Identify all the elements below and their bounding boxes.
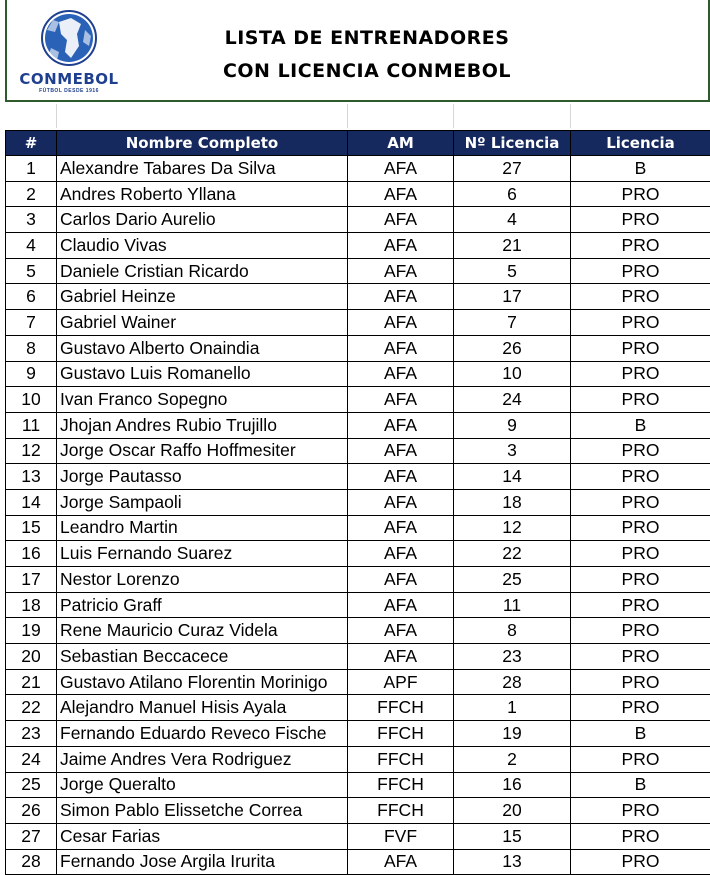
license-type: B <box>571 156 710 182</box>
member-association: AFA <box>348 849 454 875</box>
coach-name: Alejandro Manuel Hisis Ayala <box>57 695 348 721</box>
license-type: B <box>571 772 710 798</box>
license-number: 6 <box>454 181 571 207</box>
license-type: PRO <box>571 823 710 849</box>
license-type: PRO <box>571 746 710 772</box>
table-row <box>6 695 710 721</box>
license-number: 24 <box>454 387 571 413</box>
column-header-license: Licencia <box>571 131 710 156</box>
license-number: 7 <box>454 310 571 336</box>
row-number: 23 <box>6 721 57 747</box>
license-number: 13 <box>454 849 571 875</box>
coach-name: Jorge Sampaoli <box>57 489 348 515</box>
license-type: PRO <box>571 207 710 233</box>
table-row <box>6 567 710 593</box>
table-row <box>6 412 710 438</box>
member-association: FFCH <box>348 798 454 824</box>
row-number: 27 <box>6 823 57 849</box>
table-row <box>6 541 710 567</box>
table-row <box>6 849 710 875</box>
column-header-name: Nombre Completo <box>57 131 348 156</box>
license-number: 8 <box>454 618 571 644</box>
coach-name: Luis Fernando Suarez <box>57 541 348 567</box>
license-type: PRO <box>571 438 710 464</box>
member-association: FFCH <box>348 772 454 798</box>
member-association: AFA <box>348 541 454 567</box>
license-number: 1 <box>454 695 571 721</box>
member-association: AFA <box>348 335 454 361</box>
table-row <box>6 258 710 284</box>
coach-name: Fernando Jose Argila Irurita <box>57 849 348 875</box>
table-row <box>6 464 710 490</box>
license-type: PRO <box>571 669 710 695</box>
row-number: 25 <box>6 772 57 798</box>
license-type: PRO <box>571 515 710 541</box>
row-number: 7 <box>6 310 57 336</box>
logo-tagline: FÚTBOL DESDE 1916 <box>19 88 119 94</box>
row-number: 22 <box>6 695 57 721</box>
table-row <box>6 387 710 413</box>
license-type: PRO <box>571 233 710 259</box>
license-number: 18 <box>454 489 571 515</box>
member-association: AFA <box>348 207 454 233</box>
member-association: AFA <box>348 618 454 644</box>
table-row <box>6 798 710 824</box>
coach-name: Jaime Andres Vera Rodriguez <box>57 746 348 772</box>
coach-name: Jorge Oscar Raffo Hoffmesiter <box>57 438 348 464</box>
coach-name: Sebastian Beccacece <box>57 644 348 670</box>
coach-name: Gustavo Atilano Florentin Morinigo <box>57 669 348 695</box>
table-row <box>6 156 710 182</box>
license-type: B <box>571 721 710 747</box>
license-type: PRO <box>571 695 710 721</box>
license-number: 17 <box>454 284 571 310</box>
table-row <box>6 515 710 541</box>
row-number: 26 <box>6 798 57 824</box>
license-number: 25 <box>454 567 571 593</box>
row-number: 4 <box>6 233 57 259</box>
table-row <box>6 438 710 464</box>
license-number: 21 <box>454 233 571 259</box>
table-row <box>6 310 710 336</box>
member-association: AFA <box>348 156 454 182</box>
row-number: 5 <box>6 258 57 284</box>
license-type: PRO <box>571 644 710 670</box>
license-type: PRO <box>571 849 710 875</box>
coach-name: Gabriel Heinze <box>57 284 348 310</box>
member-association: AFA <box>348 284 454 310</box>
table-row <box>6 592 710 618</box>
row-number: 6 <box>6 284 57 310</box>
member-association: AFA <box>348 515 454 541</box>
row-number: 17 <box>6 567 57 593</box>
license-number: 3 <box>454 438 571 464</box>
coach-name: Jhojan Andres Rubio Trujillo <box>57 412 348 438</box>
document-header <box>5 0 710 102</box>
table-row <box>6 721 710 747</box>
license-type: PRO <box>571 310 710 336</box>
row-number: 18 <box>6 592 57 618</box>
license-type: PRO <box>571 258 710 284</box>
logo-brand-text: CONMEBOL <box>19 70 119 88</box>
row-number: 16 <box>6 541 57 567</box>
table-row <box>6 361 710 387</box>
license-type: PRO <box>571 361 710 387</box>
table-row <box>6 618 710 644</box>
page-title-line2: CON LICENCIA CONMEBOL <box>157 60 577 82</box>
member-association: AFA <box>348 567 454 593</box>
license-type: PRO <box>571 387 710 413</box>
conmebol-ball-icon <box>19 8 119 70</box>
table-row <box>6 181 710 207</box>
license-number: 27 <box>454 156 571 182</box>
coach-name: Leandro Martin <box>57 515 348 541</box>
license-number: 26 <box>454 335 571 361</box>
conmebol-logo <box>19 8 119 100</box>
license-type: PRO <box>571 181 710 207</box>
member-association: AFA <box>348 387 454 413</box>
member-association: AFA <box>348 438 454 464</box>
row-number: 15 <box>6 515 57 541</box>
column-header-number: # <box>6 131 57 156</box>
license-type: B <box>571 412 710 438</box>
license-number: 14 <box>454 464 571 490</box>
row-number: 28 <box>6 849 57 875</box>
coach-name: Jorge Pautasso <box>57 464 348 490</box>
license-number: 28 <box>454 669 571 695</box>
member-association: AFA <box>348 310 454 336</box>
license-number: 23 <box>454 644 571 670</box>
column-header-am: AM <box>348 131 454 156</box>
row-number: 9 <box>6 361 57 387</box>
table-row <box>6 669 710 695</box>
table-header-row <box>6 131 710 156</box>
row-number: 3 <box>6 207 57 233</box>
row-number: 11 <box>6 412 57 438</box>
license-number: 15 <box>454 823 571 849</box>
table-row <box>6 746 710 772</box>
license-type: PRO <box>571 284 710 310</box>
table-row <box>6 489 710 515</box>
table-row <box>6 284 710 310</box>
license-number: 10 <box>454 361 571 387</box>
table-row <box>6 233 710 259</box>
license-number: 9 <box>454 412 571 438</box>
coach-name: Patricio Graff <box>57 592 348 618</box>
member-association: FFCH <box>348 695 454 721</box>
coach-name: Andres Roberto Yllana <box>57 181 348 207</box>
coach-name: Fernando Eduardo Reveco Fische <box>57 721 348 747</box>
license-number: 2 <box>454 746 571 772</box>
row-number: 10 <box>6 387 57 413</box>
coach-name: Carlos Dario Aurelio <box>57 207 348 233</box>
license-number: 16 <box>454 772 571 798</box>
empty-grid-row <box>5 104 710 128</box>
license-number: 22 <box>454 541 571 567</box>
row-number: 8 <box>6 335 57 361</box>
coach-name: Gustavo Luis Romanello <box>57 361 348 387</box>
license-number: 20 <box>454 798 571 824</box>
row-number: 1 <box>6 156 57 182</box>
member-association: FFCH <box>348 721 454 747</box>
license-type: PRO <box>571 592 710 618</box>
member-association: AFA <box>348 644 454 670</box>
member-association: AFA <box>348 592 454 618</box>
member-association: AFA <box>348 464 454 490</box>
member-association: FFCH <box>348 746 454 772</box>
member-association: AFA <box>348 258 454 284</box>
coach-name: Rene Mauricio Curaz Videla <box>57 618 348 644</box>
member-association: AFA <box>348 233 454 259</box>
row-number: 14 <box>6 489 57 515</box>
coach-name: Simon Pablo Elissetche Correa <box>57 798 348 824</box>
license-type: PRO <box>571 541 710 567</box>
member-association: AFA <box>348 181 454 207</box>
coach-name: Alexandre Tabares Da Silva <box>57 156 348 182</box>
row-number: 24 <box>6 746 57 772</box>
member-association: AFA <box>348 412 454 438</box>
table-row <box>6 335 710 361</box>
member-association: AFA <box>348 361 454 387</box>
row-number: 12 <box>6 438 57 464</box>
coach-name: Nestor Lorenzo <box>57 567 348 593</box>
license-number: 5 <box>454 258 571 284</box>
table-body <box>6 156 710 875</box>
member-association: APF <box>348 669 454 695</box>
license-type: PRO <box>571 618 710 644</box>
coaches-table <box>5 130 710 875</box>
row-number: 2 <box>6 181 57 207</box>
license-type: PRO <box>571 335 710 361</box>
coach-name: Cesar Farias <box>57 823 348 849</box>
table-row <box>6 207 710 233</box>
license-number: 19 <box>454 721 571 747</box>
row-number: 21 <box>6 669 57 695</box>
license-type: PRO <box>571 464 710 490</box>
coach-name: Daniele Cristian Ricardo <box>57 258 348 284</box>
coach-name: Ivan Franco Sopegno <box>57 387 348 413</box>
coach-name: Jorge Queralto <box>57 772 348 798</box>
license-number: 11 <box>454 592 571 618</box>
license-type: PRO <box>571 489 710 515</box>
coach-name: Gabriel Wainer <box>57 310 348 336</box>
member-association: FVF <box>348 823 454 849</box>
row-number: 19 <box>6 618 57 644</box>
row-number: 13 <box>6 464 57 490</box>
column-header-license-number: Nº Licencia <box>454 131 571 156</box>
license-number: 12 <box>454 515 571 541</box>
row-number: 20 <box>6 644 57 670</box>
member-association: AFA <box>348 489 454 515</box>
table-row <box>6 644 710 670</box>
coach-name: Gustavo Alberto Onaindia <box>57 335 348 361</box>
page-title-line1: LISTA DE ENTRENADORES <box>157 27 577 49</box>
license-type: PRO <box>571 798 710 824</box>
license-type: PRO <box>571 567 710 593</box>
license-number: 4 <box>454 207 571 233</box>
coach-name: Claudio Vivas <box>57 233 348 259</box>
table-row <box>6 772 710 798</box>
table-row <box>6 823 710 849</box>
